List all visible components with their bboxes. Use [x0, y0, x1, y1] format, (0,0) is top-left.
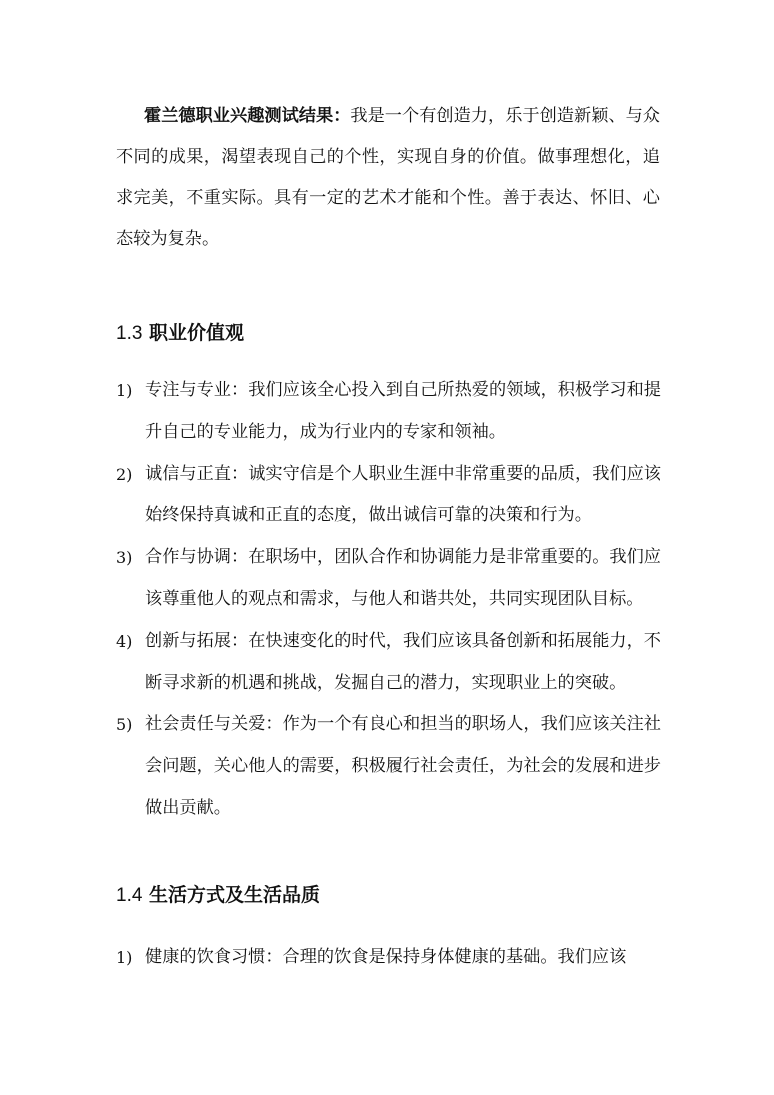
list-item-text: 专注与专业：我们应该全心投入到自己所热爱的领域，积极学习和提升自己的专业能力，成为行业内的专家和领袖。 — [145, 380, 661, 442]
holland-test-result-paragraph — [116, 96, 660, 260]
section-heading-career-values — [116, 319, 244, 348]
list-marker: 4) — [116, 631, 133, 651]
section-heading-lifestyle — [116, 881, 320, 910]
list-item-text: 合作与协调：在职场中，团队合作和协调能力是非常重要的。我们应该尊重他人的观点和需求，与他人和谐共处，共同实现团队目标。 — [145, 547, 661, 609]
list-item — [116, 537, 661, 621]
list-item-text: 健康的饮食习惯：合理的饮食是保持身体健康的基础。我们应该 — [145, 947, 627, 967]
list-marker: 5) — [116, 715, 133, 735]
section-number: 1.3 — [116, 323, 143, 344]
section-title: 职业价值观 — [149, 322, 245, 344]
list-item-text: 诚信与正直：诚实守信是个人职业生涯中非常重要的品质，我们应该始终保持真诚和正直的态度，做出诚信可靠的决策和行为。 — [145, 463, 661, 526]
lifestyle-list — [116, 937, 661, 979]
list-item — [116, 704, 661, 829]
career-values-list — [116, 370, 661, 830]
list-item — [116, 621, 661, 705]
list-item — [116, 370, 661, 454]
holland-test-result-label: 霍兰德职业兴趣测试结果： — [144, 106, 351, 126]
list-marker: 2) — [116, 464, 133, 484]
list-item-text: 社会责任与关爱：作为一个有良心和担当的职场人，我们应该关注社会问题，关心他人的需要，积极履行社会责任，为社会的发展和进步做出贡献。 — [145, 714, 661, 818]
list-marker: 1) — [116, 381, 133, 400]
list-marker: 1) — [116, 948, 133, 967]
list-item — [116, 937, 661, 979]
holland-test-result-text: 我是一个有创造力，乐于创造新颖、与众不同的成果，渴望表现自己的个性，实现自身的价值。做事理想化，追求完美，不重实际。具有一定的艺术才能和个性。善于表达、怀旧、心态较为复杂。 — [116, 106, 660, 249]
list-item — [116, 454, 661, 538]
section-title: 生活方式及生活品质 — [149, 884, 321, 906]
section-number: 1.4 — [116, 885, 143, 906]
list-item-text: 创新与拓展：在快速变化的时代，我们应该具备创新和拓展能力，不断寻求新的机遇和挑战，发掘自己的潜力，实现职业上的突破。 — [145, 630, 661, 693]
list-marker: 3) — [116, 548, 133, 568]
